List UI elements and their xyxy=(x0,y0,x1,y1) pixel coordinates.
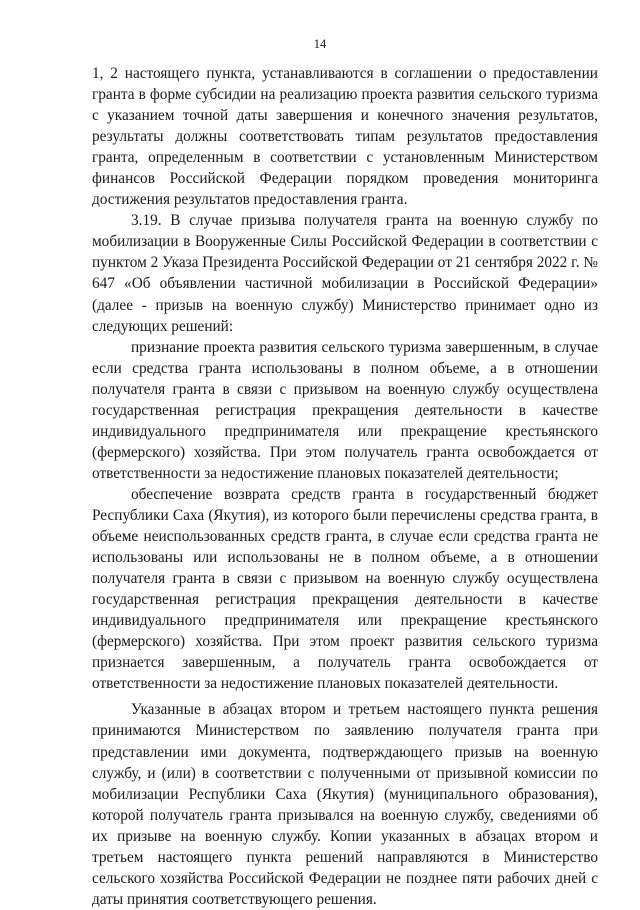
page-number: 14 xyxy=(313,37,327,51)
paragraph-decision-completion: признание проекта развития сельского туризма завершенным, в случае если средства гранта использованы в полном объеме, а в отношении получателя гранта в связи с призывом на военную службу осуществлена государственная регистрация прекращения деятельности в качестве индивидуального предпринимателя или прекращение крестьянского (фермерского) хозяйства. При этом получатель гранта освобождается от ответственности за недостижение плановых показателей деятельности; xyxy=(92,338,598,482)
document-body xyxy=(92,63,598,910)
paragraph-continuation: 1, 2 настоящего пункта, устанавливаются в соглашении о предоставлении гранта в форме субсидии на реализацию проекта развития сельского туризма с указанием точной даты завершения и конечного значения результатов, результаты должны соответствовать типам результатов предоставления гранта, определенным в соответствии с установленным Министерством финансов Российской Федерации порядком проведения мониторинга достижения результатов предоставления гранта. xyxy=(92,65,598,209)
paragraph-decision-refund: обеспечение возврата средств гранта в государственный бюджет Республики Саха (Якутия), из которого были перечислены средства гранта, в объеме неиспользованных средств гранта, в случае если средства гранта не использованы или использованы не в полном объеме, а в отношении получателя гранта в связи с призывом на военную службу осуществлена государственная регистрация прекращения деятельности в качестве индивидуального предпринимателя или прекращение крестьянского (фермерского) хозяйства. При этом проект развития сельского туризма признается завершенным, а получатель гранта освобождается от ответственности за недостижение плановых показателей деятельности. xyxy=(92,485,598,693)
paragraph-decision-procedure: Указанные в абзацах втором и третьем настоящего пункта решения принимаются Министерством по заявлению получателя гранта при представлении ими документа, подтверждающего призыв на военную службу, и (или) в соответствии с полученными от призывной комиссии по мобилизации Республики Саха (Якутия) (муниципального образования), которой получатель гранта призывался на военную службу, сведениями об их призыве на военную службу. Копии указанных в абзацах втором и третьем настоящего пункта решений направляются в Министерство сельского хозяйства Российской Федерации не позднее пяти рабочих дней с даты принятия соответствующего решения. xyxy=(92,701,598,908)
paragraph-clause-3-19: 3.19. В случае призыва получателя гранта на военную службу по мобилизации в Вооруженные Силы Российской Федерации в соответствии с пунктом 2 Указа Президента Российской Федерации от 21 сентября 2022 г. № 647 «Об объявлении частичной мобилизации в Российской Федерации» (далее - призыв на военную службу) Министерство принимает одно из следующих решений: xyxy=(92,212,598,335)
